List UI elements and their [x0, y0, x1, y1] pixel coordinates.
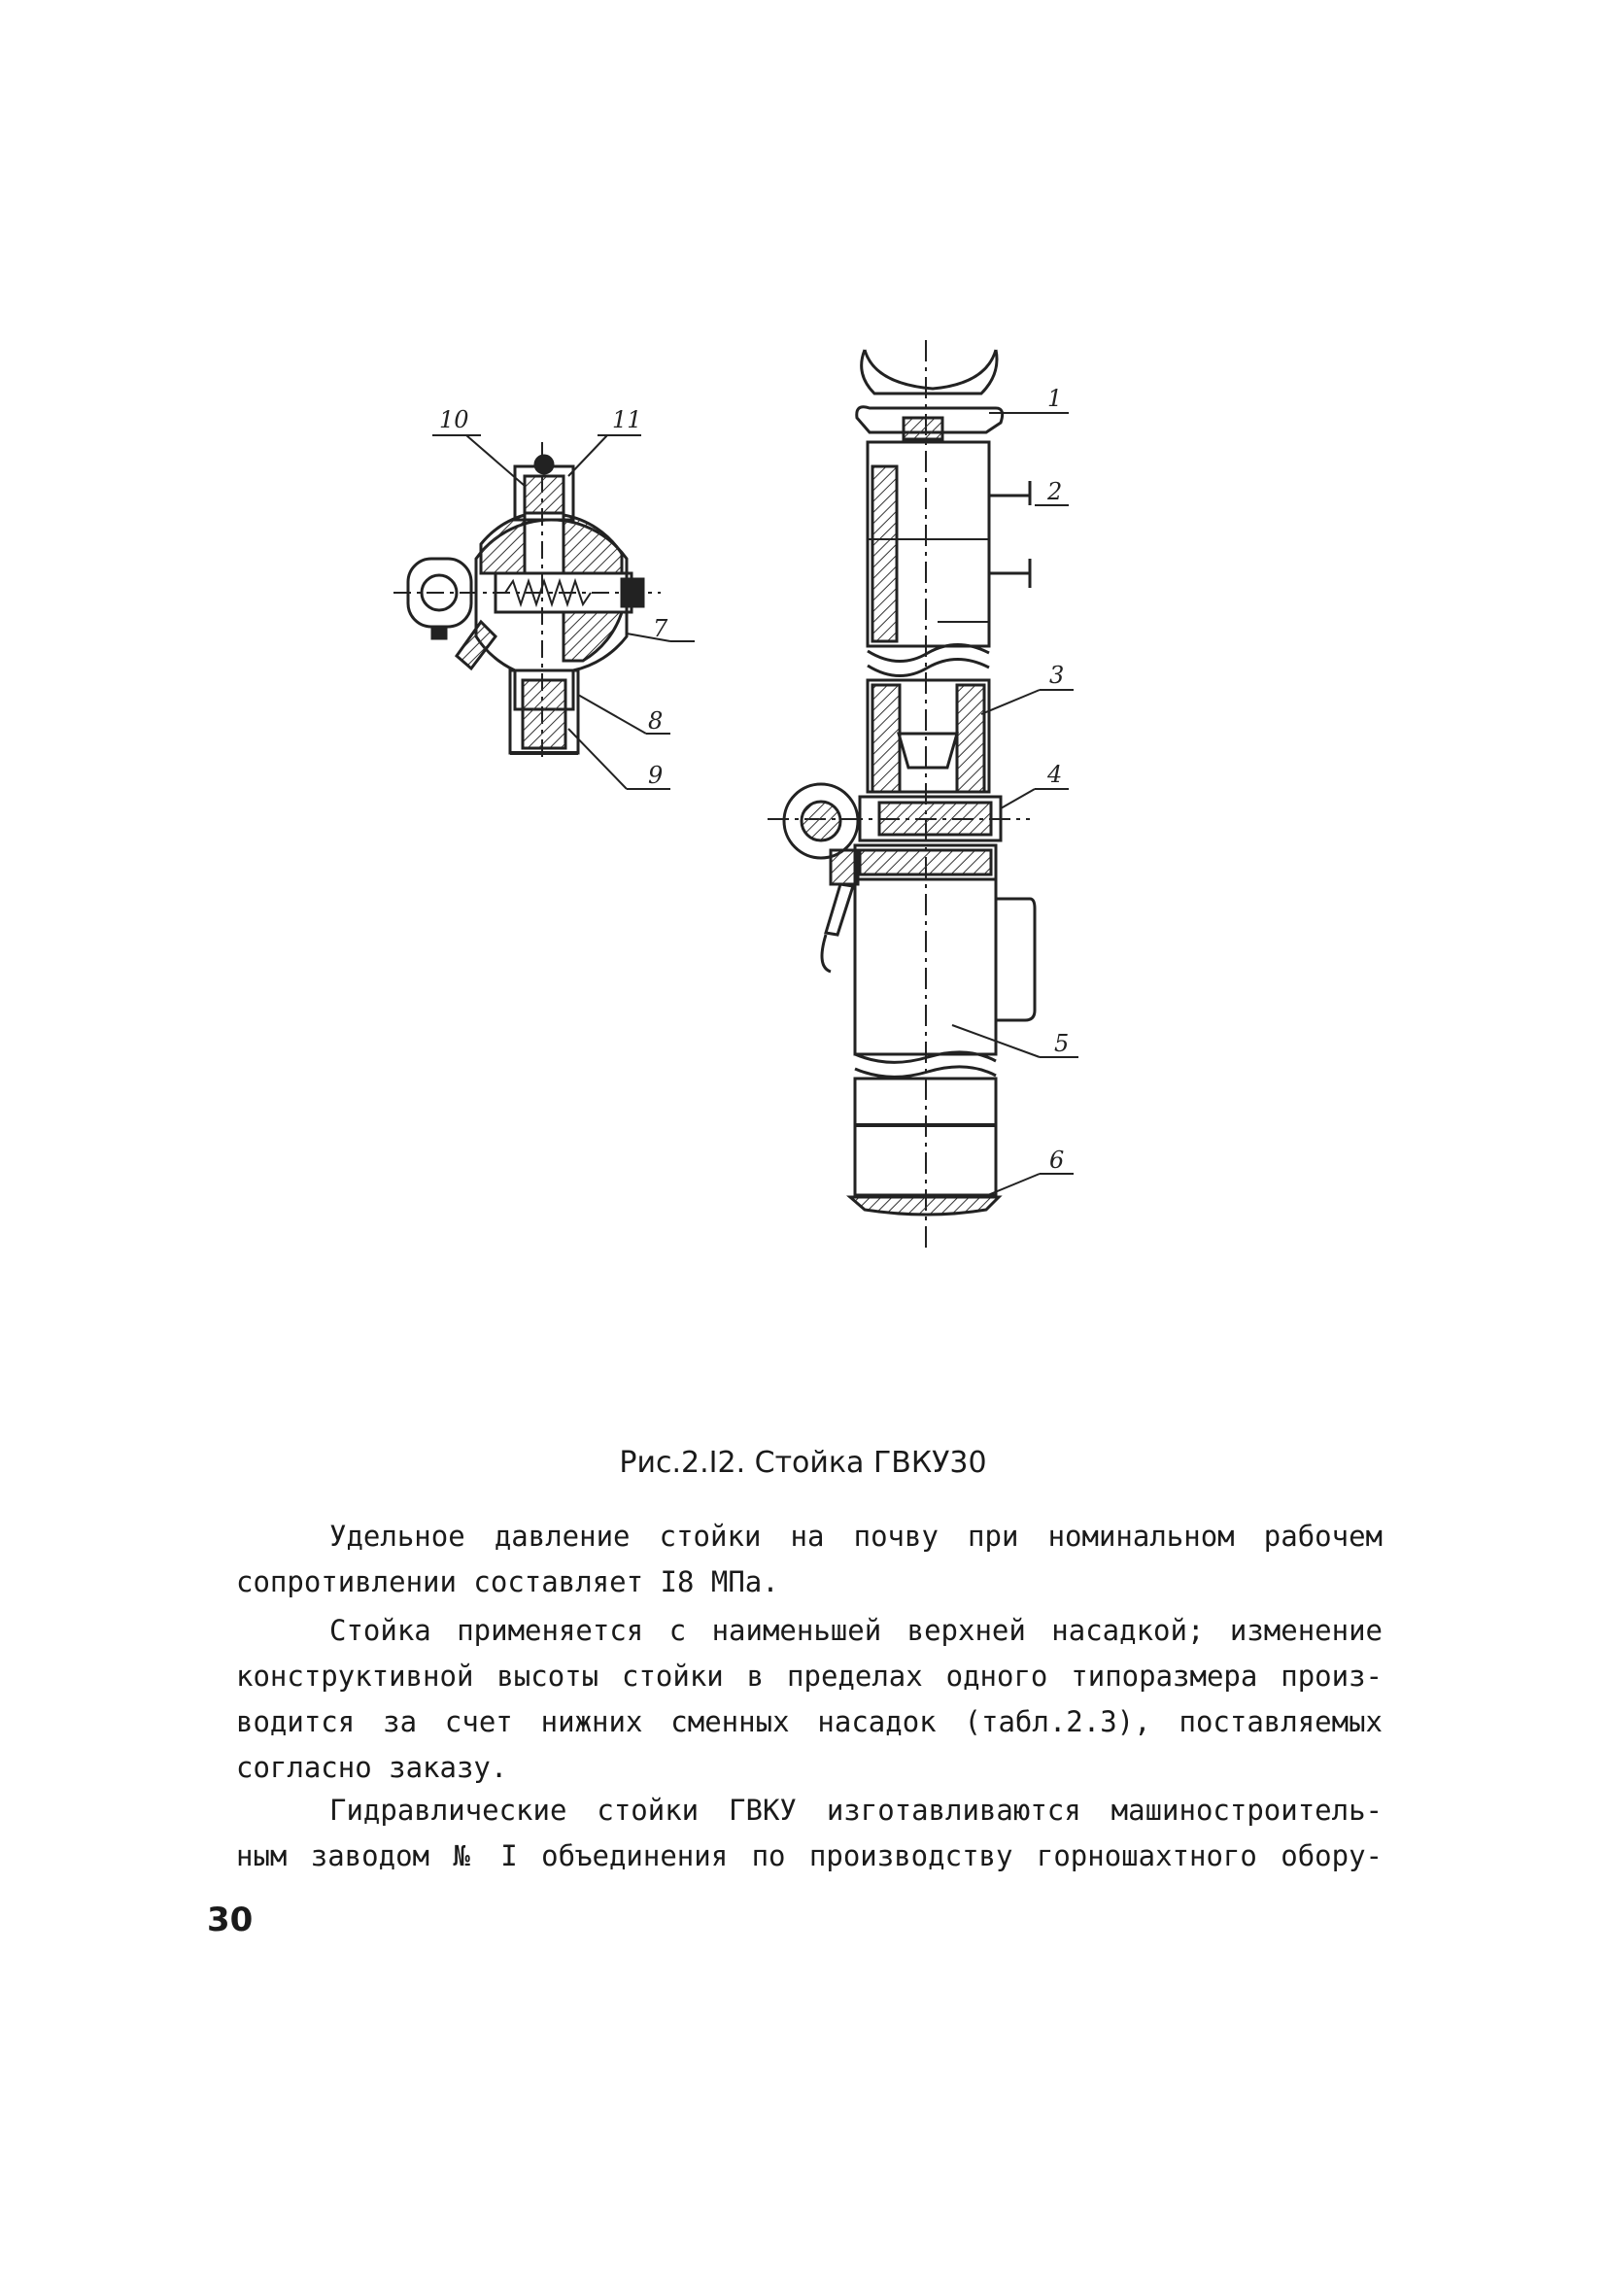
strut-drawing — [768, 340, 1035, 1253]
paragraph-line: согласно заказу. — [236, 1751, 508, 1784]
callout-1: 1 — [1047, 385, 1063, 412]
paragraph-line: сопротивлении составляет I8 МПа. — [236, 1565, 779, 1598]
callout-8: 8 — [648, 707, 664, 735]
callout-7: 7 — [653, 615, 668, 642]
paragraph-line: водится за счет нижних сменных насадок (табл.2.3), поставляемых — [236, 1705, 1383, 1738]
callout-6: 6 — [1049, 1147, 1065, 1174]
figure-caption: Рис.2.I2. Стойка ГВКУ30 — [619, 1446, 987, 1480]
paragraph-2 — [236, 1608, 1383, 1791]
paragraph-line: ным заводом № I объединения по производству горношахтного обору- — [236, 1839, 1383, 1872]
callout-2: 2 — [1047, 478, 1063, 505]
detail-valve-drawing — [393, 442, 664, 758]
callout-4: 4 — [1047, 761, 1063, 788]
paragraph-line: Удельное давление стойки на почву при номинальном рабочем — [329, 1520, 1383, 1553]
paragraph-line: Стойка применяется с наименьшей верхней насадкой; изменение — [329, 1614, 1383, 1647]
paragraph-3 — [236, 1788, 1383, 1879]
callout-5: 5 — [1054, 1030, 1070, 1057]
callout-3: 3 — [1049, 662, 1065, 689]
callout-10: 10 — [439, 406, 469, 433]
callout-11: 11 — [612, 406, 642, 433]
paragraph-1 — [236, 1514, 1383, 1605]
page-number: 30 — [207, 1901, 254, 1939]
callout-9: 9 — [648, 762, 664, 789]
paragraph-line: конструктивной высоты стойки в пределах одного типоразмера произ- — [236, 1660, 1383, 1693]
paragraph-line: Гидравлические стойки ГВКУ изготавливаются машиностроитель- — [329, 1794, 1383, 1827]
